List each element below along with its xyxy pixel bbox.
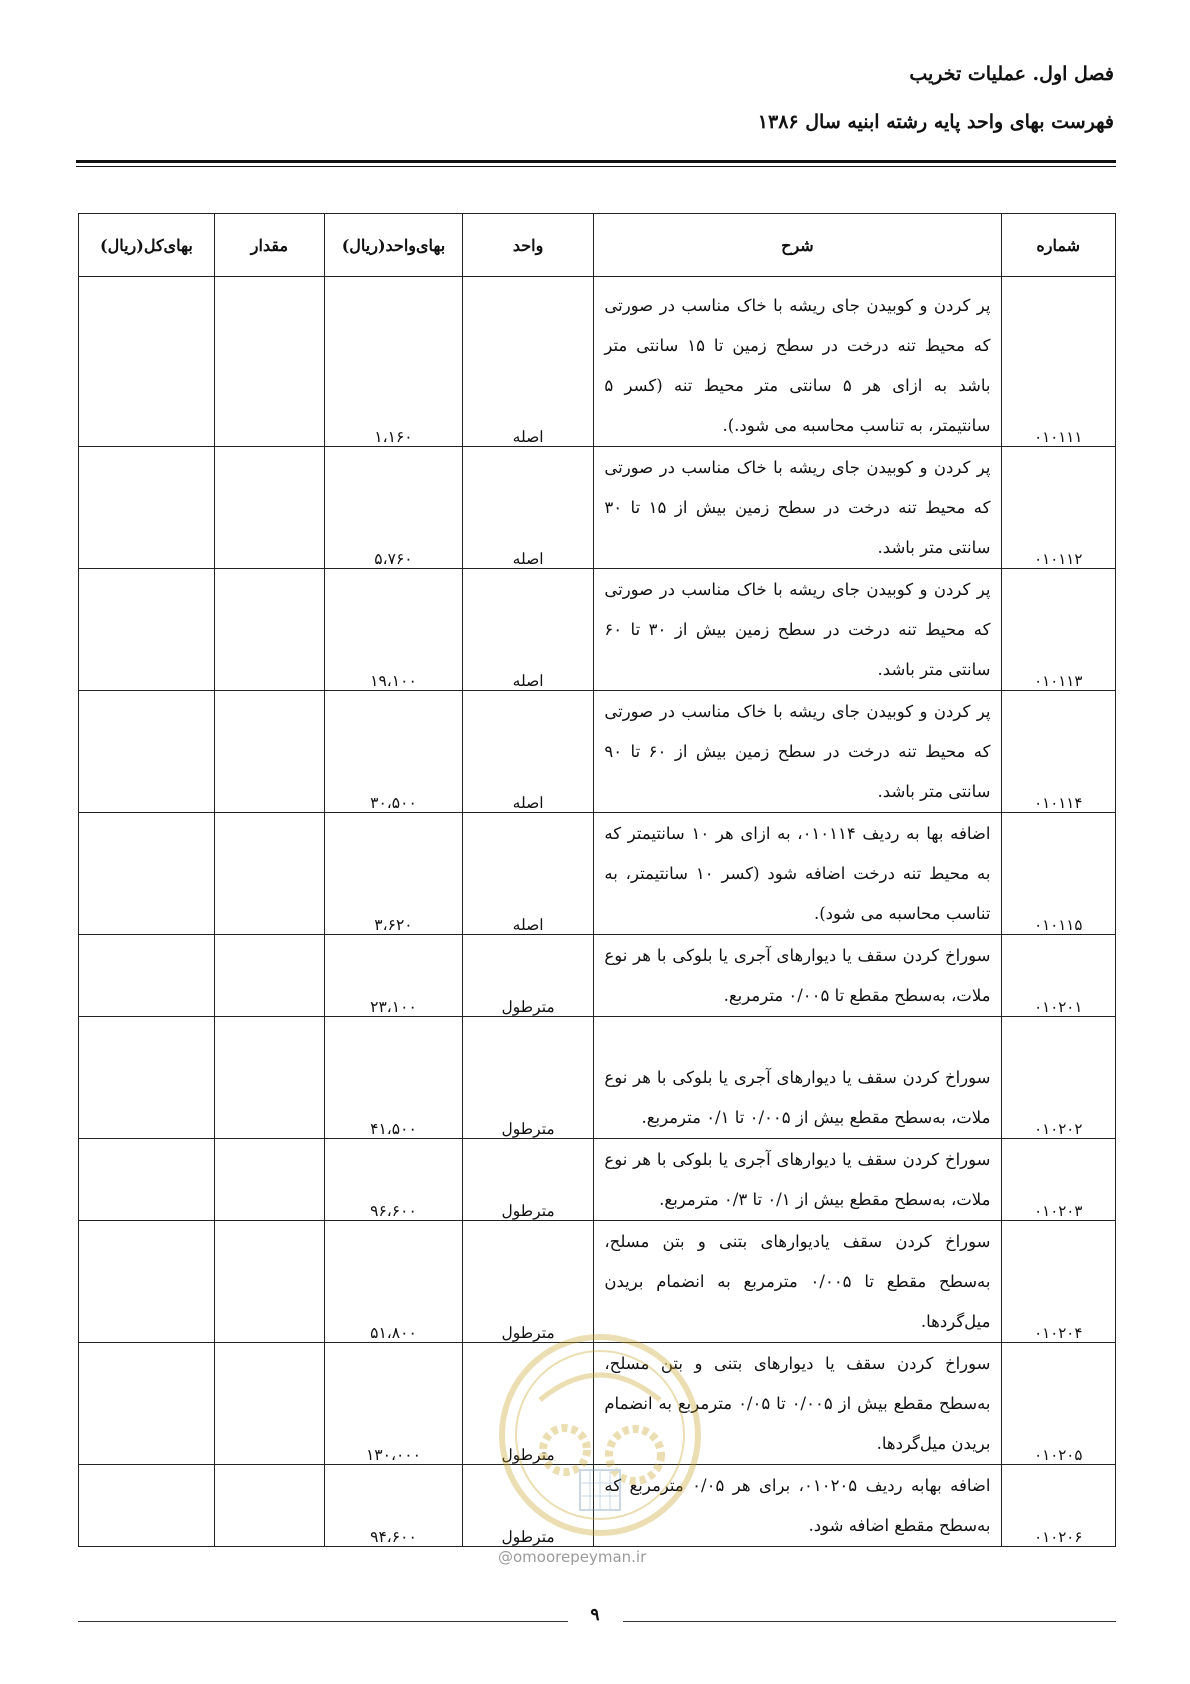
item-total [79, 1343, 215, 1465]
column-header-number: شماره [1001, 214, 1116, 277]
item-total [79, 447, 215, 569]
item-description: سوراخ کردن سقف یا دیوارهای آجری یا بلوکی با هر نوع ملات، به‌سطح مقطع بیش از ۰/۱ تا ۰/۳ مترمربع. [594, 1139, 1001, 1221]
item-unit-price: ۹۶،۶۰۰ [325, 1139, 463, 1221]
item-unit: مترطول [462, 935, 593, 1017]
header-rule-thick [76, 160, 1116, 163]
page-header [74, 60, 1114, 136]
item-total [79, 1017, 215, 1139]
item-unit-price: ۱،۱۶۰ [325, 277, 463, 447]
item-unit-price: ۵،۷۶۰ [325, 447, 463, 569]
item-unit-price: ۴۱،۵۰۰ [325, 1017, 463, 1139]
item-quantity [214, 1017, 324, 1139]
item-number: ۰۱۰۲۰۴ [1001, 1221, 1116, 1343]
table-row [79, 569, 1116, 691]
column-header-description: شرح [594, 214, 1001, 277]
item-description: پر کردن و کوبیدن جای ریشه با خاک مناسب در صورتی که محیط تنه درخت در سطح زمین بیش از ۳۰ تا ۶۰ سانتی متر باشد. [594, 569, 1001, 691]
item-unit: اصله [462, 447, 593, 569]
item-unit-price: ۵۱،۸۰۰ [325, 1221, 463, 1343]
item-unit: مترطول [462, 1343, 593, 1465]
item-number: ۰۱۰۱۱۱ [1001, 277, 1116, 447]
item-unit: مترطول [462, 1017, 593, 1139]
item-unit: مترطول [462, 1465, 593, 1547]
item-unit-price: ۹۴،۶۰۰ [325, 1465, 463, 1547]
item-unit: اصله [462, 813, 593, 935]
item-description: سوراخ کردن سقف یا دیوارهای آجری یا بلوکی با هر نوع ملات، به‌سطح مقطع بیش از ۰/۰۰۵ تا ۰/۱ مترمربع. [594, 1017, 1001, 1139]
item-total [79, 1139, 215, 1221]
table-row [79, 277, 1116, 447]
item-total [79, 1221, 215, 1343]
item-quantity [214, 277, 324, 447]
item-number: ۰۱۰۱۱۴ [1001, 691, 1116, 813]
table-row [79, 813, 1116, 935]
table-header-row [79, 214, 1116, 277]
footer-rule-left [78, 1621, 568, 1622]
item-quantity [214, 813, 324, 935]
item-unit-price: ۲۳،۱۰۰ [325, 935, 463, 1017]
table-row [79, 935, 1116, 1017]
item-description: پر کردن و کوبیدن جای ریشه با خاک مناسب در صورتی که محیط تنه درخت در سطح زمین بیش از ۱۵ تا ۳۰ سانتی متر باشد. [594, 447, 1001, 569]
table-row [79, 1139, 1116, 1221]
header-rule-thin [76, 166, 1116, 167]
column-header-unit: واحد [462, 214, 593, 277]
item-unit: اصله [462, 691, 593, 813]
item-unit-price: ۳،۶۲۰ [325, 813, 463, 935]
item-description: پر کردن و کوبیدن جای ریشه با خاک مناسب در صورتی که محیط تنه درخت در سطح زمین تا ۱۵ سانتی متر باشد به ازای هر ۵ سانتی متر محیط تنه (کسر ۵ سانتیمتر، به تناسب محاسبه می شود.). [594, 277, 1001, 447]
table-row [79, 1221, 1116, 1343]
item-total [79, 691, 215, 813]
item-quantity [214, 1343, 324, 1465]
item-number: ۰۱۰۱۱۳ [1001, 569, 1116, 691]
item-unit: اصله [462, 277, 593, 447]
item-quantity [214, 1139, 324, 1221]
item-unit: اصله [462, 569, 593, 691]
item-quantity [214, 935, 324, 1017]
table-row [79, 691, 1116, 813]
item-description: سوراخ کردن سقف یا دیوارهای آجری یا بلوکی با هر نوع ملات، به‌سطح مقطع تا ۰/۰۰۵ مترمربع. [594, 935, 1001, 1017]
item-description: اضافه بهابه ردیف ۰۱۰۲۰۵، برای هر ۰/۰۵ مترمربع که به‌سطح مقطع اضافه شود. [594, 1465, 1001, 1547]
item-number: ۰۱۰۱۱۲ [1001, 447, 1116, 569]
item-unit: مترطول [462, 1139, 593, 1221]
column-header-total-price: بهای‌کل(ریال) [79, 214, 215, 277]
item-quantity [214, 1221, 324, 1343]
item-unit-price: ۱۹،۱۰۰ [325, 569, 463, 691]
item-unit-price: ۱۳۰،۰۰۰ [325, 1343, 463, 1465]
item-total [79, 569, 215, 691]
item-description: پر کردن و کوبیدن جای ریشه با خاک مناسب در صورتی که محیط تنه درخت در سطح زمین بیش از ۶۰ تا ۹۰ سانتی متر باشد. [594, 691, 1001, 813]
document-title: فهرست بهای واحد پایه رشته ابنیه سال ۱۳۸۶ [757, 111, 1114, 133]
item-total [79, 813, 215, 935]
item-unit: مترطول [462, 1221, 593, 1343]
column-header-quantity: مقدار [214, 214, 324, 277]
column-header-unit-price: بهای‌واحد(ریال) [325, 214, 463, 277]
item-number: ۰۱۰۲۰۳ [1001, 1139, 1116, 1221]
watermark-logo [495, 1330, 705, 1540]
item-total [79, 935, 215, 1017]
table-row [79, 447, 1116, 569]
item-quantity [214, 447, 324, 569]
page-number: ۹ [590, 1605, 600, 1625]
item-number: ۰۱۰۱۱۵ [1001, 813, 1116, 935]
chapter-title: فصل اول. عملیات تخریب [909, 63, 1114, 85]
item-description: اضافه بها به ردیف ۰۱۰۱۱۴، به ازای هر ۱۰ سانتیمتر که به محیط تنه درخت اضافه شود (کسر ۱۰ سانتیمتر، به تناسب محاسبه می شود). [594, 813, 1001, 935]
item-number: ۰۱۰۲۰۵ [1001, 1343, 1116, 1465]
item-total [79, 1465, 215, 1547]
item-unit-price: ۳۰،۵۰۰ [325, 691, 463, 813]
item-quantity [214, 691, 324, 813]
item-quantity [214, 569, 324, 691]
item-description: سوراخ کردن سقف یادیوارهای بتنی و بتن مسلح، به‌سطح مقطع تا ۰/۰۰۵ مترمربع به انضمام بریدن میل‌گردها. [594, 1221, 1001, 1343]
item-quantity [214, 1465, 324, 1547]
item-description: سوراخ کردن سقف یا دیوارهای بتنی و بتن مسلح، به‌سطح مقطع بیش از ۰/۰۰۵ تا ۰/۰۵ مترمربع به انضمام بریدن میل‌گردها. [594, 1343, 1001, 1465]
watermark-text: @omoorepeyman.ir [498, 1548, 647, 1566]
item-number: ۰۱۰۲۰۲ [1001, 1017, 1116, 1139]
table-row [79, 1017, 1116, 1139]
footer-rule-right [623, 1621, 1116, 1622]
item-total [79, 277, 215, 447]
item-number: ۰۱۰۲۰۱ [1001, 935, 1116, 1017]
item-number: ۰۱۰۲۰۶ [1001, 1465, 1116, 1547]
